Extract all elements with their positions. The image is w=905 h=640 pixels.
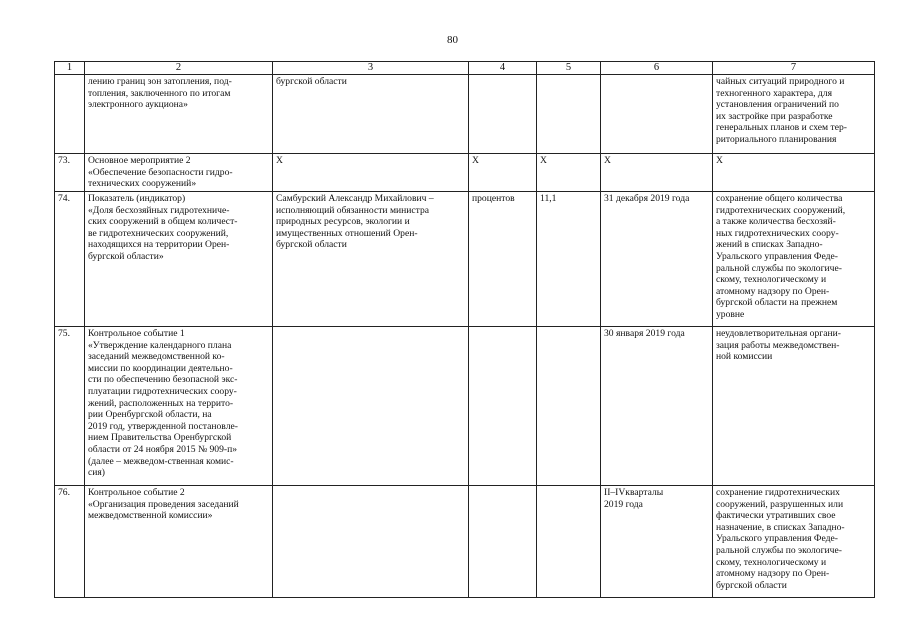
row-number-cell [55,75,85,154]
value-cell: Х [537,154,601,192]
unit-cell [469,75,537,154]
responsible-cell: Х [273,154,469,192]
unit-cell: процентов [469,192,537,327]
result-cell: неудовлетворительная органи- зация работы межведомствен- ной комиссии [713,327,875,486]
measure-name-cell: Контрольное событие 2 «Организация проведения заседаний межведомственной комиссии» [85,486,273,598]
unit-cell: Х [469,154,537,192]
responsible-cell: бургской области [273,75,469,154]
value-cell [537,75,601,154]
page-number: 80 [447,34,458,46]
table-row [55,192,875,327]
result-cell: сохранение гидротехнических сооружений, разрушенных или фактически утративших свое назначение, в списках Западно- Уральского управления Феде- ральной службы по экологиче- скому, технологическому и атомному надзору по Орен- бургской области [713,486,875,598]
unit-cell [469,327,537,486]
value-cell: 11,1 [537,192,601,327]
column-header: 2 [85,62,273,75]
column-header: 6 [601,62,713,75]
measure-name-cell: лению границ зон затопления, под- топления, заключенного по итогам электронного аукциона» [85,75,273,154]
measure-name-cell: Основное мероприятие 2 «Обеспечение безопасности гидро- технических сооружений» [85,154,273,192]
column-header: 1 [55,62,85,75]
measure-name-cell: Показатель (индикатор) «Доля бесхозяйных гидротехниче- ских сооружений в общем количест- ве гидротехнических сооружений, находящихся на территории Орен- бургской области» [85,192,273,327]
measure-name-cell: Контрольное событие 1 «Утверждение календарного плана заседаний межведомственной ко- миссии по координации деятельно- сти по обеспечению безопасной экс- плуатации гидротехнических соору- жений, расположенных на террито- рии Оренбургской области, на 2019 год, утвержденной постановле- нием Правительства Оренбургской области от 24 ноября 2015 № 909-п» (далее – межведом-ственная комис- сия) [85,327,273,486]
result-cell: Х [713,154,875,192]
responsible-cell [273,327,469,486]
column-number-header-row [55,62,875,75]
responsible-cell: Самбурский Александр Михайлович – исполняющий обязанности министра природных ресурсов, экологии и имущественных отношений Орен- бургской области [273,192,469,327]
date-cell [601,75,713,154]
result-cell: чайных ситуаций природного и техногенного характера, для установления ограничений по их застройке при разработке генеральных планов и схем тер- риториального планирования [713,75,875,154]
row-number-cell: 75. [55,327,85,486]
table-row [55,154,875,192]
responsible-cell [273,486,469,598]
column-header: 5 [537,62,601,75]
unit-cell [469,486,537,598]
date-cell: 30 января 2019 года [601,327,713,486]
measures-table [54,61,875,598]
date-cell: II–IVкварталы 2019 года [601,486,713,598]
result-cell: сохранение общего количества гидротехнических сооружений, а также количества бесхозяй- ных гидротехнических соору- жений в списках Западно- Уральского управления Феде- ральной службы по экологиче- скому, технологическому и атомному надзору по Орен- бургской области на прежнем уровне [713,192,875,327]
column-header: 4 [469,62,537,75]
column-header: 7 [713,62,875,75]
column-header: 3 [273,62,469,75]
row-number-cell: 74. [55,192,85,327]
row-number-cell: 76. [55,486,85,598]
row-number-cell: 73. [55,154,85,192]
date-cell: 31 декабря 2019 года [601,192,713,327]
table-row [55,486,875,598]
date-cell: Х [601,154,713,192]
table-row [55,75,875,154]
value-cell [537,327,601,486]
table-row [55,327,875,486]
value-cell [537,486,601,598]
